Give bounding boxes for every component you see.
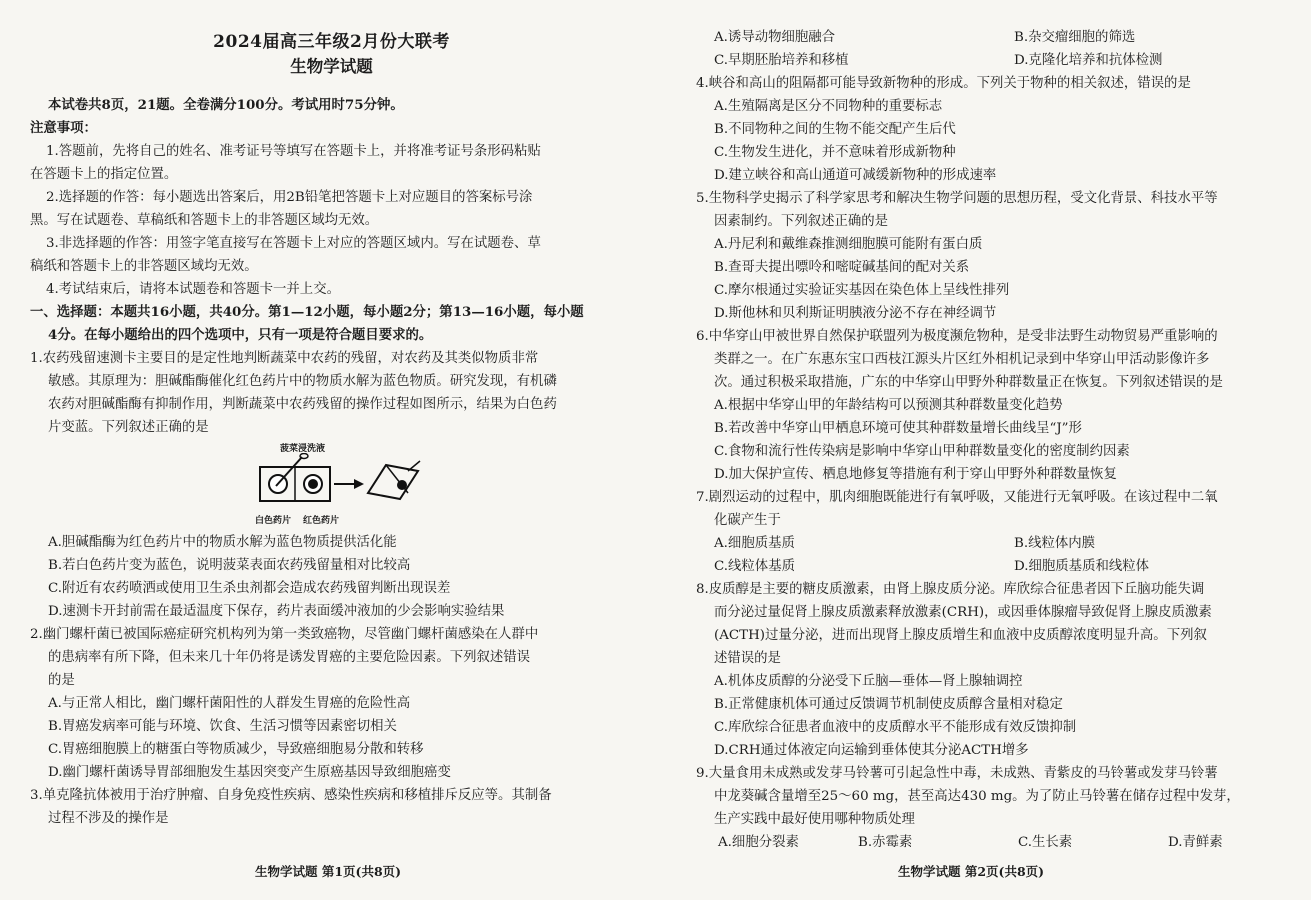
option-d: D.加大保护宣传、栖息地修复等措施有利于穿山甲野外种群数量恢复: [714, 467, 1117, 482]
option-b: B.正常健康机体可通过反馈调节机制使皮质醇含量相对稳定: [714, 697, 1063, 712]
section-heading: 一、选择题：本题共16小题，共40分。第1—12小题，每小题2分；第13—16小题，每小题: [30, 304, 584, 320]
question-5-stem: 5.生物科学史揭示了科学家思考和解决生物学问题的思想历程，受文化背景、科技水平等: [696, 191, 1218, 206]
question-8-stem: (ACTH)过量分泌，进而出现肾上腺皮质增生和血液中皮质醇浓度明显升高。下列叙: [714, 628, 1207, 643]
option-d: D.斯他林和贝利斯证明胰液分泌不存在神经调节: [714, 306, 997, 321]
option-row: [696, 555, 1299, 578]
option-a: A.机体皮质醇的分泌受下丘脑—垂体—肾上腺轴调控: [714, 674, 1023, 689]
question-6-stem: 次。通过积极采取措施，广东的中华穿山甲野外种群数量正在恢复。下列叙述错误的是: [714, 375, 1223, 390]
question-1-stem: 片变蓝。下列叙述正确的是: [48, 420, 209, 435]
option-row: [696, 49, 1299, 72]
question-1-stem: 敏感。其原理为：胆碱酯酶催化红色药片中的物质水解为蓝色物质。研究发现，有机磷: [48, 374, 557, 389]
question-9-stem: 中龙葵碱含量增至25～60 mg，甚至高达430 mg。为了防止马铃薯在储存过程中发芽，: [714, 789, 1240, 804]
option-c: C.库欣综合征患者血液中的皮质醇水平不能形成有效反馈抑制: [714, 720, 1077, 735]
notice-line: 4.考试结束后，请将本试题卷和答题卡一并上交。: [46, 282, 340, 297]
page-footer: 生物学试题 第2页(共8页): [898, 864, 1045, 879]
option-a: A.胆碱酯酶为红色药片中的物质水解为蓝色物质提供活化能: [48, 535, 397, 550]
question-6-stem: 类群之一。在广东惠东宝口西枝江源头片区红外相机记录到中华穿山甲活动影像许多: [714, 352, 1210, 367]
option-c: C.摩尔根通过实验证实基因在染色体上呈线性排列: [714, 283, 1010, 298]
option-b: B.线粒体内膜: [1014, 536, 1096, 551]
question-2-stem: 2.幽门螺杆菌已被国际癌症研究机构列为第一类致癌物，尽管幽门螺杆菌感染在人群中: [30, 627, 539, 642]
option-b: B.胃癌发病率可能与环境、饮食、生活习惯等因素密切相关: [48, 719, 397, 734]
section-heading: 4分。在每小题给出的四个选项中，只有一项是符合题目要求的。: [48, 327, 433, 343]
page-1: [0, 0, 655, 900]
question-2-stem: 的患病率有所下降，但未来几十年仍将是诱发胃癌的主要危险因素。下列叙述错误: [48, 650, 531, 665]
option-row: [696, 831, 1299, 855]
option-row: [696, 26, 1299, 49]
option-b: B.不同物种之间的生物不能交配产生后代: [714, 122, 956, 137]
option-c: C.食物和流行性传染病是影响中华穿山甲种群数量变化的密度制约因素: [714, 444, 1130, 459]
notice-line: 3.非选择题的作答：用签字笔直接写在答题卡上对应的答题区域内。写在试题卷、草: [46, 236, 541, 251]
subject-title: 生物学试题: [290, 57, 373, 76]
option-a: A.细胞分裂素: [718, 835, 799, 850]
option-a: A.诱导动物细胞融合: [714, 30, 836, 45]
notice-line: 在答题卡上的指定位置。: [30, 167, 178, 182]
option-d: D.青鲜素: [1168, 835, 1223, 850]
notice-heading: 注意事项：: [30, 120, 97, 136]
question-4-stem: 4.峡谷和高山的阻隔都可能导致新物种的形成。下列关于物种的相关叙述，错误的是: [696, 76, 1191, 91]
question-1-stem: 农药对胆碱酯酶有抑制作用，判断蔬菜中农药残留的操作过程如图所示，结果为白色药: [48, 397, 557, 412]
question-3-stem: 过程不涉及的操作是: [48, 811, 169, 826]
option-c: C.胃癌细胞膜上的糖蛋白等物质减少，导致癌细胞易分散和转移: [48, 742, 424, 757]
figure-label-red-tablet: 红色药片: [303, 516, 340, 526]
option-a: A.与正常人相比，幽门螺杆菌阳性的人群发生胃癌的危险性高: [48, 696, 411, 711]
question-8-stem: 述错误的是: [714, 651, 781, 666]
option-c: C.早期胚胎培养和移植: [714, 53, 849, 68]
test-card-figure: [30, 441, 633, 527]
figure-label-white-tablet: 白色药片: [255, 516, 292, 526]
option-d: D.建立峡谷和高山通道可减缓新物种的形成速率: [714, 168, 997, 183]
option-a: A.细胞质基质: [714, 536, 795, 551]
option-d: D.细胞质基质和线粒体: [1014, 559, 1150, 574]
page-2: [676, 0, 1311, 900]
notice-line: 2.选择题的作答：每小题选出答案后，用2B铅笔把答题卡上对应题目的答案标号涂: [46, 190, 533, 205]
question-7-stem: 7.剧烈运动的过程中，肌肉细胞既能进行有氧呼吸，又能进行无氧呼吸。在该过程中二氧: [696, 490, 1218, 505]
test-card-diagram: [258, 453, 428, 521]
question-5-stem: 因素制约。下列叙述正确的是: [714, 214, 889, 229]
option-c: C.线粒体基质: [714, 559, 795, 574]
option-d: D.CRH通过体液定向运输到垂体使其分泌ACTH增多: [714, 743, 1029, 758]
option-c: C.生长素: [1018, 835, 1073, 850]
option-c: C.生物发生进化，并不意味着形成新物种: [714, 145, 956, 160]
option-b: B.查哥夫提出嘌呤和嘧啶碱基间的配对关系: [714, 260, 970, 275]
figure-label-spinach-wash: 菠菜浸洗液: [280, 444, 326, 454]
exam-title: 2024届高三年级2月份大联考: [213, 32, 450, 52]
question-6-stem: 6.中华穿山甲被世界自然保护联盟列为极度濒危物种，是受非法野生动物贸易严重影响的: [696, 329, 1218, 344]
question-9-stem: 9.大量食用未成熟或发芽马铃薯可引起急性中毒，未成熟、青紫皮的马铃薯或发芽马铃薯: [696, 766, 1218, 781]
question-2-stem: 的是: [48, 673, 75, 688]
option-a: A.丹尼利和戴维森推测细胞膜可能附有蛋白质: [714, 237, 983, 252]
option-b: B.杂交瘤细胞的筛选: [1014, 30, 1136, 45]
option-b: B.若白色药片变为蓝色，说明菠菜表面农药残留量相对比较高: [48, 558, 411, 573]
exam-intro: 本试卷共8页，21题。全卷满分100分。考试用时75分钟。: [48, 97, 404, 113]
notice-line: 稿纸和答题卡上的非答题区域均无效。: [30, 259, 258, 274]
option-d: D.克隆化培养和抗体检测: [1014, 53, 1163, 68]
question-8-stem: 8.皮质醇是主要的糖皮质激素，由肾上腺皮质分泌。库欣综合征患者因下丘脑功能失调: [696, 582, 1205, 597]
option-row: [696, 532, 1299, 555]
option-b: B.赤霉素: [858, 835, 913, 850]
question-7-stem: 化碳产生于: [714, 513, 781, 528]
option-a: A.根据中华穿山甲的年龄结构可以预测其种群数量变化趋势: [714, 398, 1063, 413]
option-d: D.幽门螺杆菌诱导胃部细胞发生基因突变产生原癌基因导致细胞癌变: [48, 765, 451, 780]
question-1-stem: 1.农药残留速测卡主要目的是定性地判断蔬菜中农药的残留，对农药及其类似物质非常: [30, 351, 539, 366]
question-9-stem: 生产实践中最好使用哪种物质处理: [714, 812, 915, 827]
option-a: A.生殖隔离是区分不同物种的重要标志: [714, 99, 943, 114]
notice-line: 黑。写在试题卷、草稿纸和答题卡上的非答题区域均无效。: [30, 213, 379, 228]
option-c: C.附近有农药喷洒或使用卫生杀虫剂都会造成农药残留判断出现误差: [48, 581, 451, 596]
question-3-stem: 3.单克隆抗体被用于治疗肿瘤、自身免疫性疾病、感染性疾病和移植排斥反应等。其制备: [30, 788, 552, 803]
option-b: B.若改善中华穿山甲栖息环境可使其种群数量增长曲线呈“J”形: [714, 421, 1082, 436]
notice-line: 1.答题前，先将自己的姓名、准考证号等填写在答题卡上，并将准考证号条形码粘贴: [46, 144, 541, 159]
option-d: D.速测卡开封前需在最适温度下保存，药片表面缓冲液加的少会影响实验结果: [48, 604, 505, 619]
question-8-stem: 而分泌过量促肾上腺皮质激素释放激素(CRH)，或因垂体腺瘤导致促肾上腺皮质激素: [714, 605, 1212, 620]
page-footer: 生物学试题 第1页(共8页): [255, 864, 402, 879]
